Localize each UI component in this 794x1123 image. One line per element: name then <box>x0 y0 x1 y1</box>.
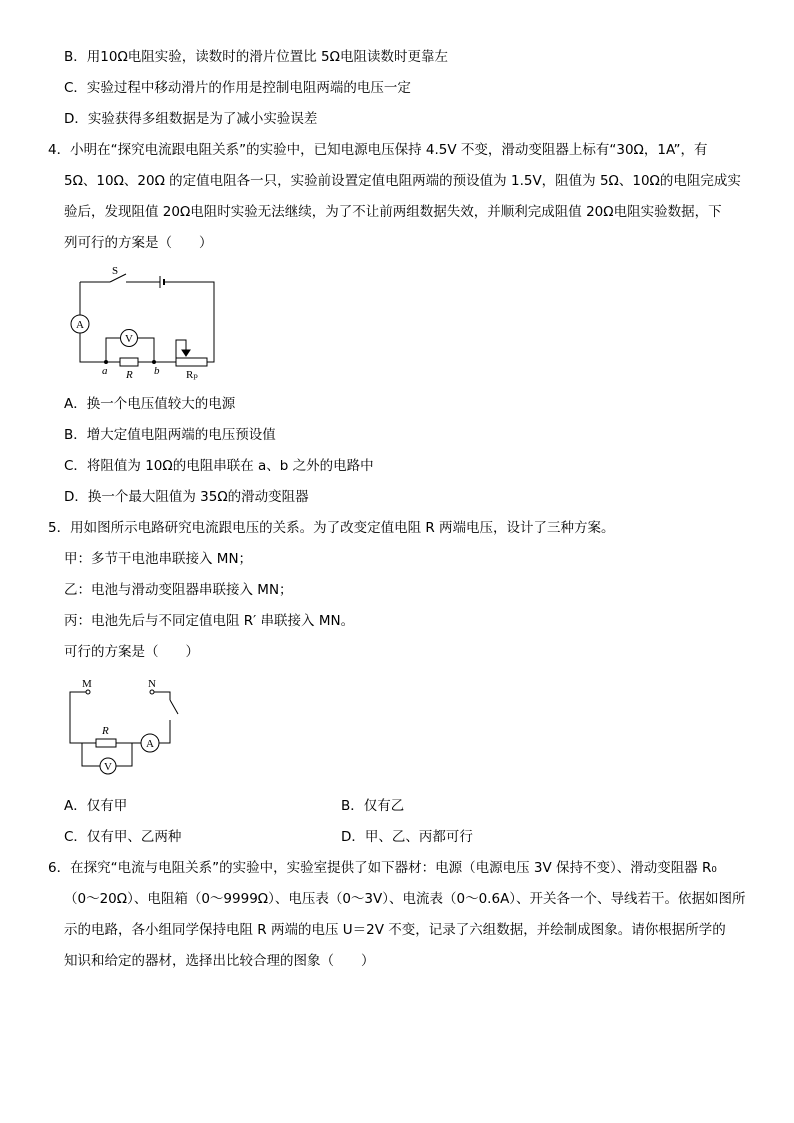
q4-option-a: A．换一个电压值较大的电源 <box>64 396 236 412</box>
q5-stem-line1: 5．用如图所示电路研究电流跟电压的关系。为了改变定值电阻 R 两端电压，设计了三种方案。 <box>48 520 615 536</box>
q4-option-c: C．将阻值为 10Ω的电阻串联在 a、b 之外的电路中 <box>64 458 374 474</box>
q6-stem-line4: 知识和给定的器材，选择出比较合理的图象（ ） <box>64 953 375 969</box>
ammeter-label: A <box>76 319 84 331</box>
q4-stem-line1: 4．小明在“探究电流跟电阻关系”的实验中，已知电源电压保持 4.5V 不变，滑动变阻器上标有“30Ω，1A”，有 <box>48 142 708 158</box>
q5-option-a: A．仅有甲 <box>64 798 128 814</box>
q4-stem-line2: 5Ω、10Ω、20Ω 的定值电阻各一只，实验前设置定值电阻两端的预设值为 1.5V，阻值为 5Ω、10Ω的电阻完成实 <box>64 173 741 189</box>
resistor-label: R <box>126 369 133 381</box>
q5-option-d: D．甲、乙、丙都可行 <box>341 829 473 845</box>
q4-stem-line4: 列可行的方案是（ ） <box>64 235 213 251</box>
ammeter-label: A <box>146 738 154 750</box>
q5-circuit-diagram <box>60 678 180 778</box>
point-a-label: a <box>102 365 108 377</box>
terminal-m-label: M <box>82 678 92 690</box>
q4-option-b: B．增大定值电阻两端的电压预设值 <box>64 427 276 443</box>
q6-stem-line2: （0～20Ω）、电阻箱（0～9999Ω）、电压表（0～3V）、电流表（0～0.6A）、开关各一个、导线若干。依据如图所 <box>64 891 746 907</box>
point-b-label: b <box>154 365 160 377</box>
q5-prompt: 可行的方案是（ ） <box>64 644 199 660</box>
resistor-r <box>120 358 138 366</box>
q5-plan-jia: 甲：多节干电池串联接入 MN； <box>64 551 253 567</box>
voltmeter-label: V <box>125 333 133 345</box>
rheostat-label: Rₚ <box>186 369 198 381</box>
q6-stem-line1: 6．在探究“电流与电阻关系”的实验中，实验室提供了如下器材：电源（电源电压 3V 保持不变）、滑动变阻器 R₀ <box>48 860 717 876</box>
rheostat-rp <box>176 358 207 366</box>
q3-option-b: B．用10Ω电阻实验，读数时的滑片位置比 5Ω电阻读数时更靠左 <box>64 49 448 65</box>
resistor-label: R <box>102 725 109 737</box>
resistor-r <box>96 739 116 747</box>
q5-option-c: C．仅有甲、乙两种 <box>64 829 182 845</box>
switch-label: S <box>112 265 119 277</box>
q3-option-d: D．实验获得多组数据是为了减小实验误差 <box>64 111 318 127</box>
terminal-n-label: N <box>148 678 156 690</box>
q5-option-b: B．仅有乙 <box>341 798 405 814</box>
q5-plan-yi: 乙：电池与滑动变阻器串联接入 MN； <box>64 582 293 598</box>
q4-stem-line3: 验后，发现阻值 20Ω电阻时实验无法继续，为了不让前两组数据失效，并顺利完成阻值 20Ω电阻实验数据，下 <box>64 204 722 220</box>
q6-stem-line3: 示的电路，各小组同学保持电阻 R 两端的电压 U＝2V 不变，记录了六组数据，并绘制成图象。请你根据所学的 <box>64 922 726 938</box>
q4-option-d: D．换一个最大阻值为 35Ω的滑动变阻器 <box>64 489 309 505</box>
voltmeter-label: V <box>104 761 112 773</box>
q4-circuit-diagram <box>60 260 230 385</box>
q3-option-c: C．实验过程中移动滑片的作用是控制电阻两端的电压一定 <box>64 80 411 96</box>
q5-plan-bing: 丙：电池先后与不同定值电阻 R′ 串联接入 MN。 <box>64 613 355 629</box>
